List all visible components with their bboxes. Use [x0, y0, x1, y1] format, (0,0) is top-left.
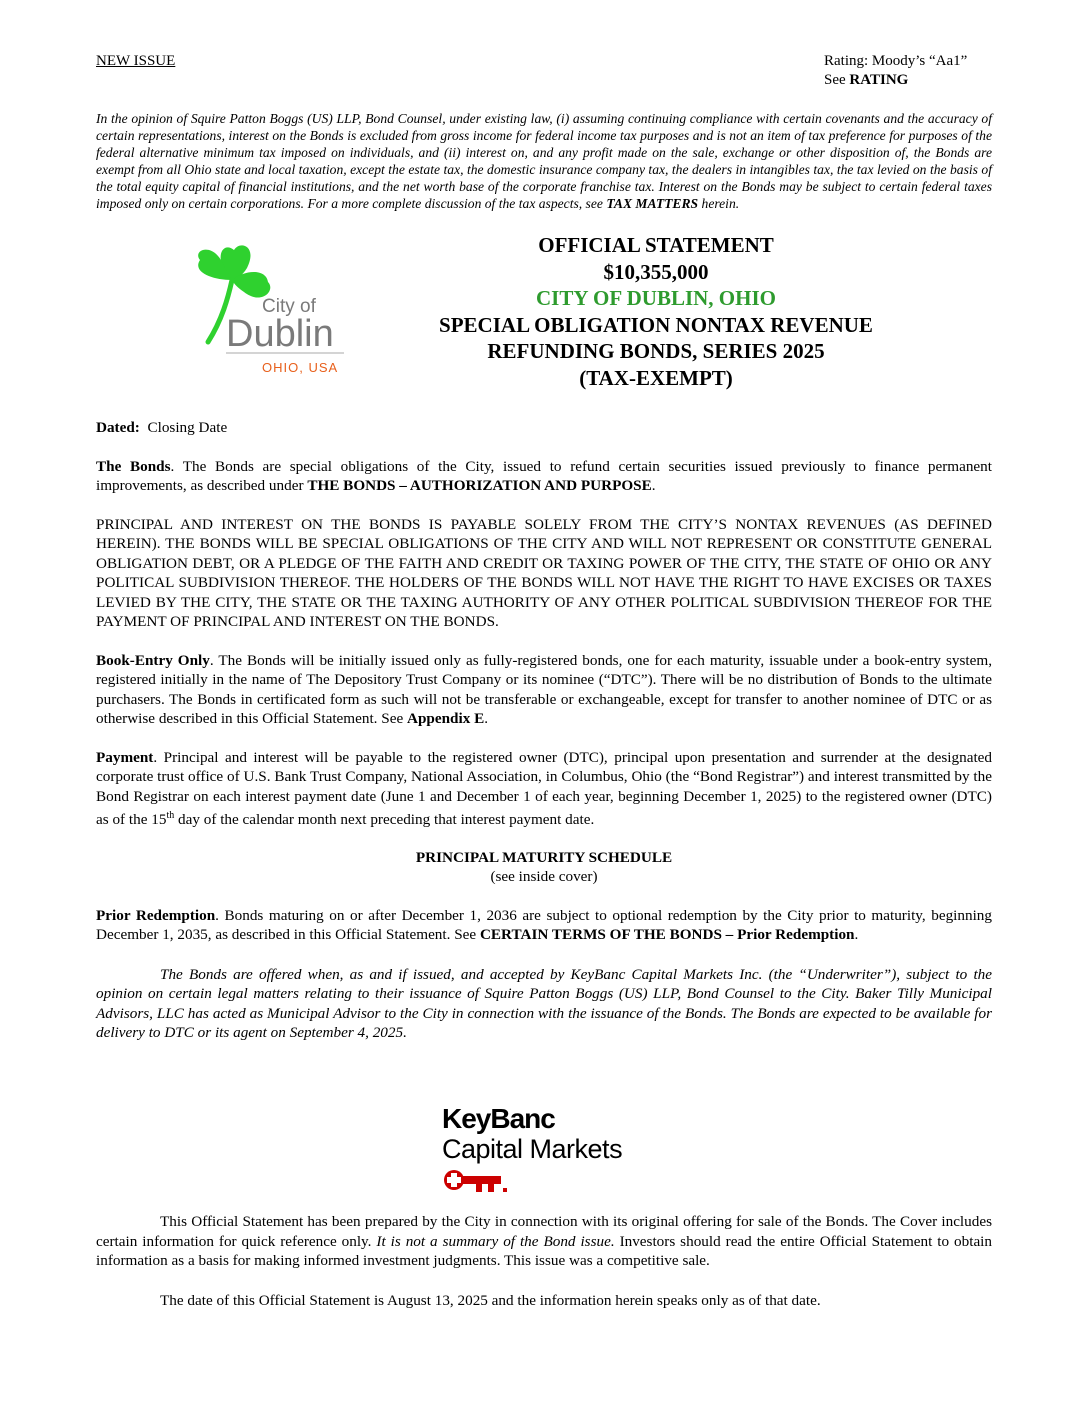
the-bonds-label: The Bonds [96, 457, 171, 475]
authorization-ref: THE BONDS – AUTHORIZATION AND PURPOSE [307, 477, 652, 494]
bond-title [394, 232, 918, 391]
prior-redemption-text: . Bonds maturing on or after December 1, 2036 are subject to optional redemption by the City prior to maturity, beginning December 1, 2035, as described in this Official Statement. See [96, 906, 992, 944]
prepared-tail: Investors should read the entire Official Statement to obtain information as a basis for making informed investment judgments. This issue was a competitive sale. [96, 1232, 992, 1269]
key-icon [442, 1168, 512, 1194]
prior-redemption-ref: CERTAIN TERMS OF THE BONDS – Prior Redemption [479, 926, 855, 944]
rating-line: Rating: Moody’s “Aa1” [824, 53, 968, 69]
book-entry-tail: . [484, 710, 489, 727]
book-entry-paragraph [96, 651, 992, 729]
book-entry-text: . The Bonds will be initially issued only as fully-registered bonds, one for each maturity, issuable under a book-entry system, registered initially in the name of The Depository Trust Company or its nominee (“DTC”). There will be no distribution of Bonds to the ultimate purchasers. The Bonds in certificated form as such will not be transferable or exchangeable, except for transfer to another nominee of DTC or as otherwise described in this Official Statement. See [96, 651, 992, 727]
logo-ohio-usa: OHIO, USA [262, 360, 339, 375]
appendix-e-ref: Appendix E [406, 710, 485, 727]
rating-see: See [824, 72, 850, 88]
schedule-sub: (see inside cover) [490, 868, 598, 886]
city-of-dublin-logo [192, 240, 362, 380]
title-series-line1: SPECIAL OBLIGATION NONTAX REVENUE [439, 312, 873, 337]
special-obligation-notice: PRINCIPAL AND INTEREST ON THE BONDS IS PAYABLE SOLELY FROM THE CITY’S NONTAX REVENUES (AS DEFINED HEREIN). THE BONDS WILL BE SPECIAL OBLIGATIONS OF THE CITY AND WILL NOT REPRESENT OR CONSTITUTE GENERAL OBLIGATION DEBT, OR A PLEDGE OF THE FAITH AND CREDIT OR TAXING POWER OF THE CITY, THE STATE OF OHIO OR ANY POLITICAL SUBDIVISION THEREOF. THE HOLDERS OF THE BONDS WILL NOT HAVE THE RIGHT TO HAVE EXCISES OR TAXES LEVIED BY THE CITY, THE STATE OR THE TAXING AUTHORITY OF ANY OTHER POLITICAL SUBDIVISION THEREOF FOR THE PAYMENT OF PRINCIPAL AND INTEREST ON THE BONDS. [96, 515, 992, 630]
payment-label: Payment [96, 748, 154, 766]
title-issuer: CITY OF DUBLIN, OHIO [536, 286, 776, 310]
tax-opinion [96, 110, 992, 212]
prepared-italic: It is not a summary of the Bond issue. [376, 1232, 615, 1250]
new-issue-label: NEW ISSUE [96, 53, 176, 69]
tax-opinion-tail: herein. [698, 196, 740, 211]
schedule-heading: PRINCIPAL MATURITY SCHEDULE [415, 848, 673, 866]
logo-dublin: Dublin [226, 313, 334, 355]
title-amount: $10,355,000 [603, 259, 709, 284]
prior-redemption-label: Prior Redemption [96, 906, 216, 924]
payment-sup: th [166, 810, 175, 821]
rating-link: RATING [849, 72, 909, 88]
keybanc-logo [442, 1104, 662, 1200]
payment-tail: day of the calendar month next preceding that interest payment date. [174, 811, 595, 829]
prior-redemption-paragraph [96, 906, 992, 945]
prepared-paragraph [96, 1212, 992, 1271]
the-bonds-tail: . [651, 477, 656, 494]
rating-see-line [824, 71, 992, 90]
payment-paragraph [96, 748, 992, 830]
closing-section [96, 1212, 992, 1310]
title-tax-status: (TAX-EXEMPT) [579, 365, 733, 390]
keybanc-capital-markets: Capital Markets [442, 1134, 623, 1164]
offering-paragraph: The Bonds are offered when, as and if issued, and accepted by KeyBanc Capital Markets Inc. (the “Underwriter”), subject to the opinion on certain legal matters relating to their issuance of Squire Patton Boggs (US) LLP, Bond Counsel to the City. Baker Tilly Municipal Advisors, LLC has acted as Municipal Advisor to the City in connection with the issuance of the Bonds. The Bonds are expected to be available for delivery to DTC or its agent on September 4, 2025. [96, 965, 992, 1042]
dated-line [96, 418, 992, 438]
tax-opinion-text: In the opinion of Squire Patton Boggs (US) LLP, Bond Counsel, under existing law, (i) assuming continuing compliance with certain covenants and the accuracy of certain representations, interest on the Bonds is excluded from gross income for federal income tax purposes and is not an item of tax preference for purposes of the federal alternative minimum tax imposed on individuals, and (ii) interest on, and any profit made on the sale, exchange or other disposition of, the Bonds are exempt from all Ohio state and local taxation, except the estate tax, the domestic insurance company tax, the dealers in intangibles tax, the tax levied on the basis of the total equity capital of financial institutions, and the net worth base of the corporate franchise tax. Interest on the Bonds may be subject to certain federal taxes imposed only on certain corporations. For a more complete discussion of the tax aspects, see [96, 111, 992, 211]
dated-label: Dated: [96, 419, 140, 436]
maturity-schedule [96, 848, 992, 887]
title-section [96, 232, 992, 402]
keybanc-name: KeyBanc [442, 1103, 555, 1134]
official-statement-cover [96, 52, 992, 1043]
title-series-line2: REFUNDING BONDS, SERIES 2025 [487, 339, 825, 363]
book-entry-label: Book-Entry Only [96, 651, 210, 669]
dated-value: Closing Date [139, 419, 228, 436]
rating-block [824, 52, 992, 90]
the-bonds-paragraph [96, 457, 992, 496]
header-row [96, 52, 992, 90]
date-statement: The date of this Official Statement is August 13, 2025 and the information herein speaks only as of that date. [160, 1291, 821, 1309]
prepared-text: This Official Statement has been prepared by the City in connection with its original offering for sale of the Bonds. The Cover includes certain information for quick reference only. [96, 1213, 992, 1250]
logo-city-of: City of [262, 296, 316, 317]
the-bonds-text: . The Bonds are special obligations of the City, issued to refund certain securities issued previously to finance permanent improvements, as described under [96, 457, 992, 494]
tax-matters-ref: TAX MATTERS [606, 196, 699, 211]
prior-redemption-tail: . [854, 926, 859, 944]
payment-text: . Principal and interest will be payable to the registered owner (DTC), principal upon presentation and surrender at the designated corporate trust office of U.S. Bank Trust Company, National Association, in Columbus, Ohio (the “Bond Registrar”) and interest transmitted by the Bond Registrar on each interest payment date (June 1 and December 1 of each year, beginning December 1, 2025) to the registered owner (DTC) as of the 15 [96, 748, 992, 829]
title-official-statement: OFFICIAL STATEMENT [538, 233, 774, 257]
